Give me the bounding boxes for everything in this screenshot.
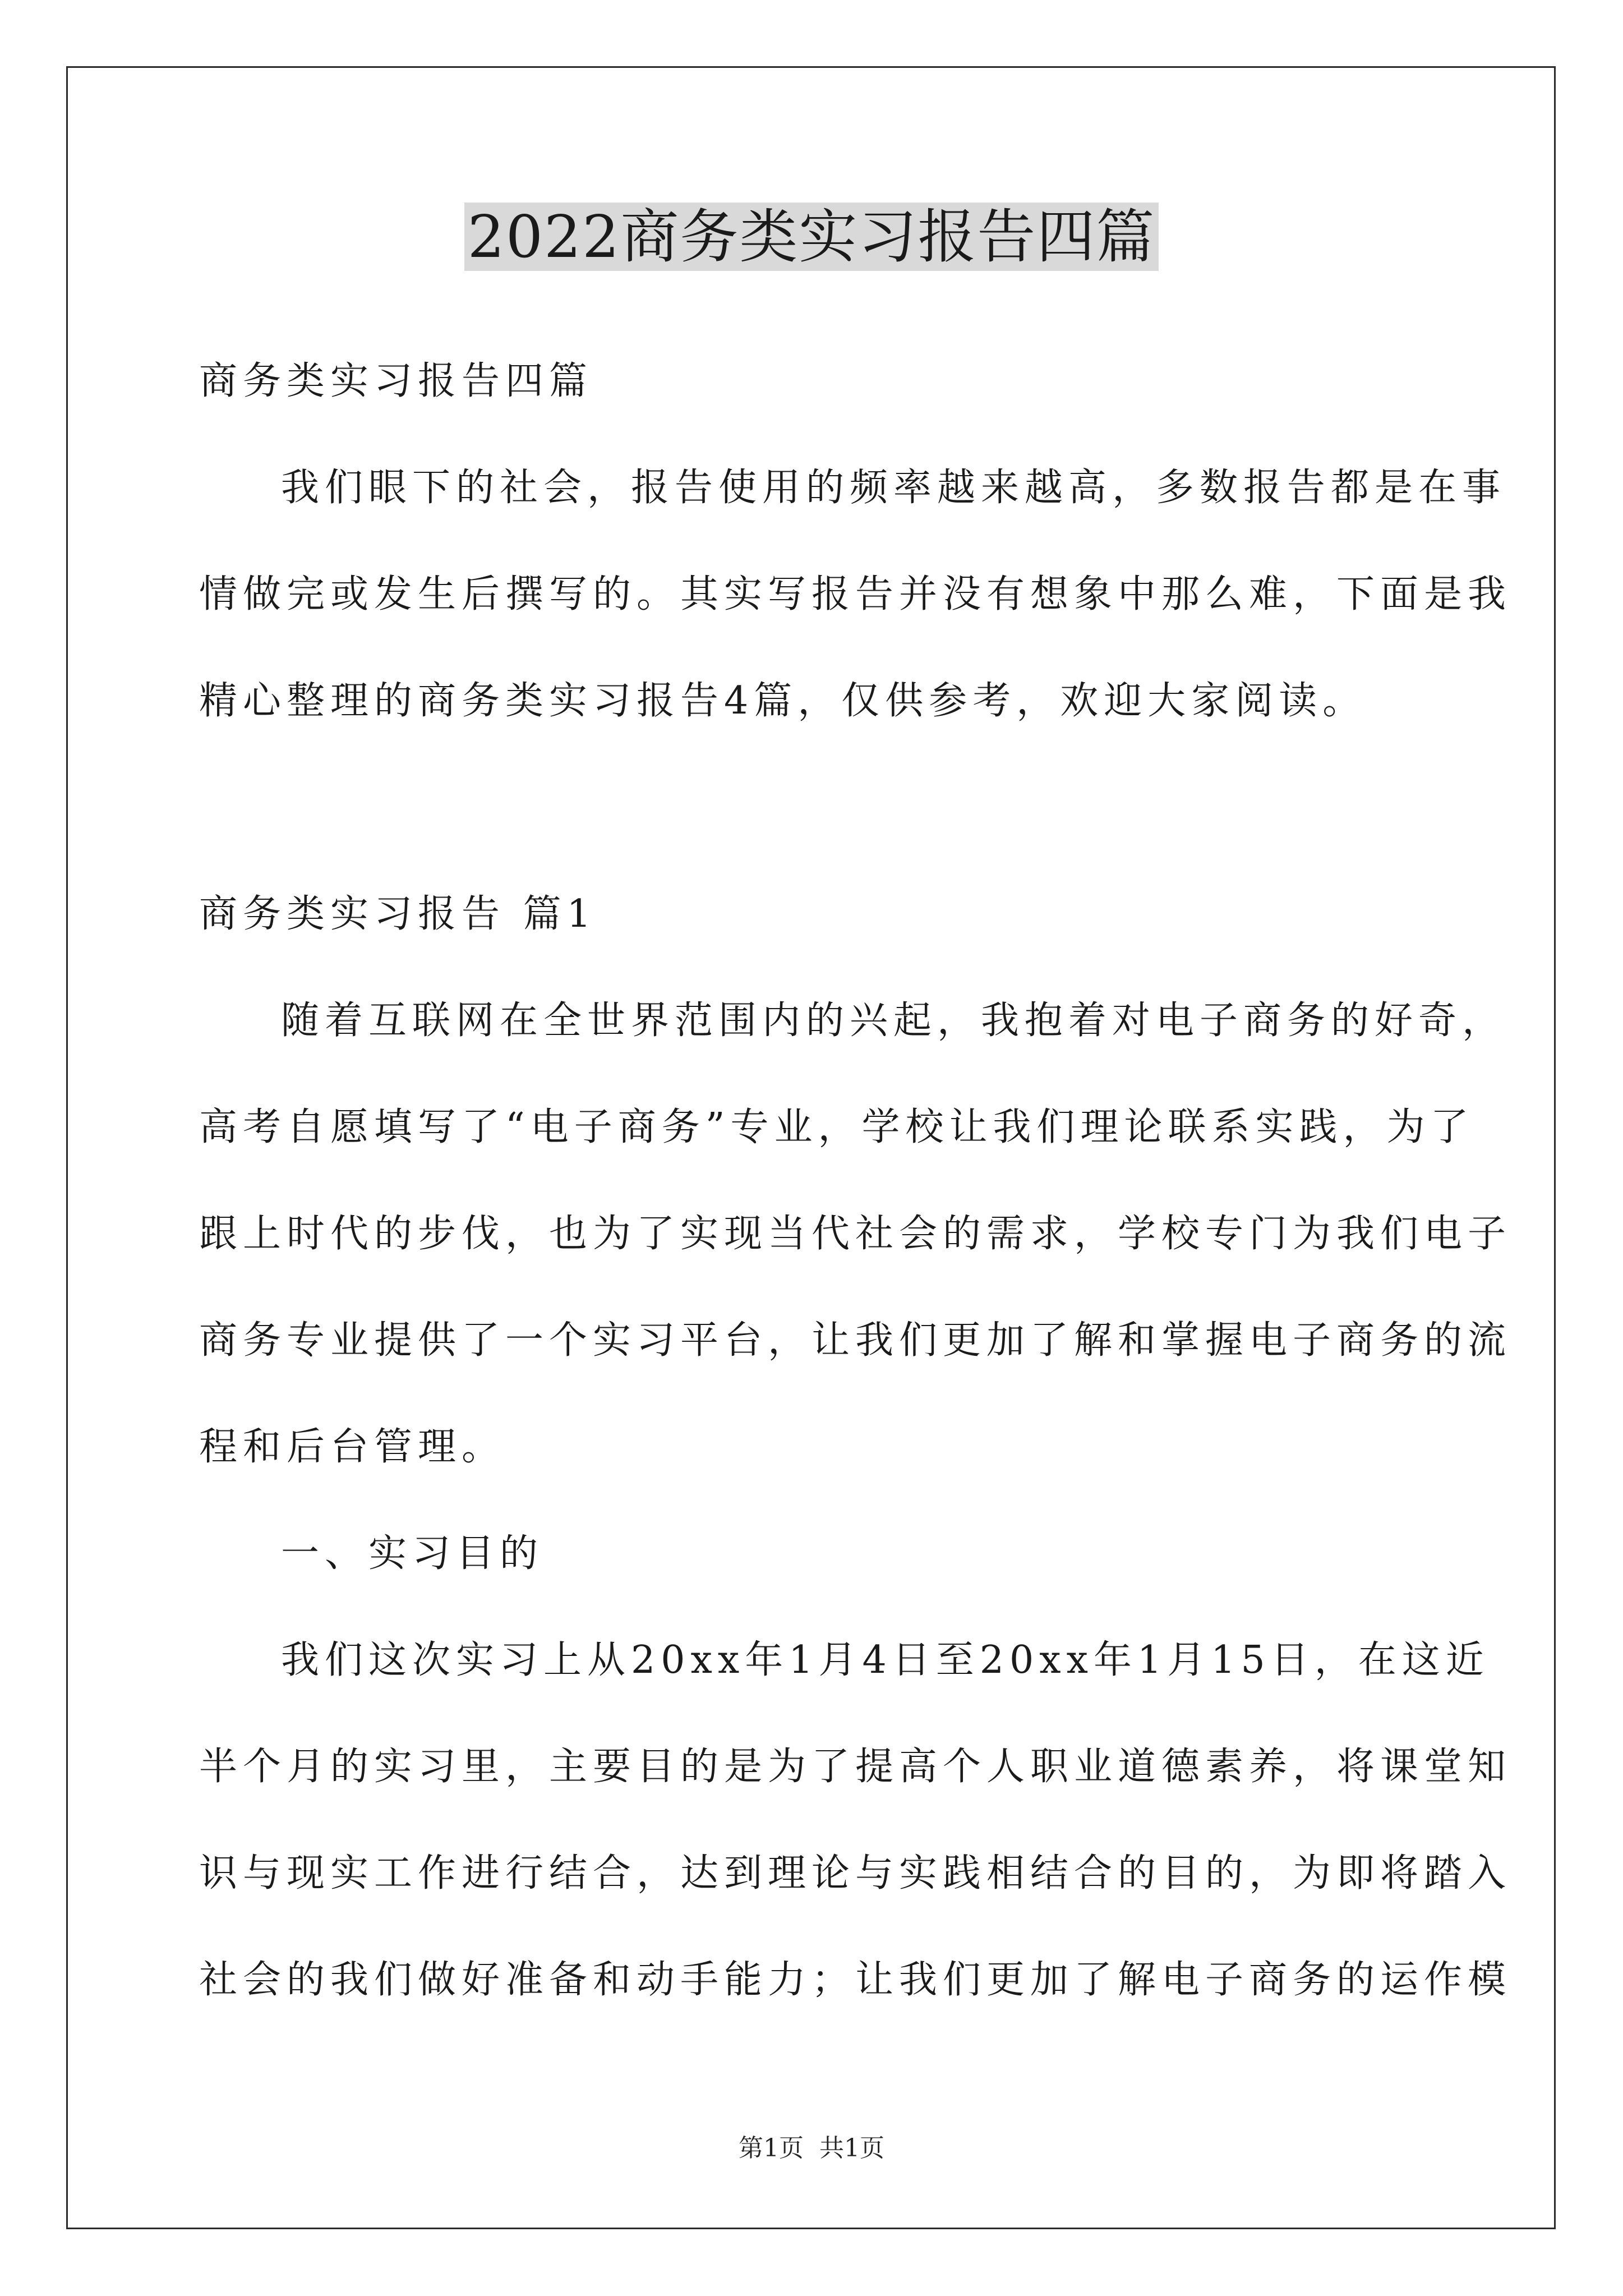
paragraph-line: 程和后台管理。	[199, 1425, 506, 1469]
section-heading: 商务类实习报告 篇1	[199, 892, 597, 936]
paragraph-line: 半个月的实习里，主要目的是为了提高个人职业道德素养，将课堂知	[199, 1745, 1512, 1789]
intro-line: 情做完或发生后撰写的。其实写报告并没有想象中那么难，下面是我	[199, 572, 1512, 616]
subheading: 一、实习目的	[281, 1531, 544, 1576]
intro-line: 精心整理的商务类实习报告4篇，仅供参考，欢迎大家阅读。	[199, 679, 1367, 723]
paragraph-line: 高考自愿填写了“电子商务”专业，学校让我们理论联系实践，为了	[199, 1105, 1474, 1149]
page-number: 第1页	[739, 2134, 804, 2162]
paragraph-line: 随着互联网在全世界范围内的兴起，我抱着对电子商务的好奇，	[281, 999, 1506, 1043]
document-title: 2022商务类实习报告四篇	[0, 197, 1623, 276]
paragraph-line: 商务专业提供了一个实习平台，让我们更加了解和掌握电子商务的流	[199, 1318, 1512, 1363]
page-total: 共1页	[819, 2134, 884, 2162]
document-subtitle: 商务类实习报告四篇	[199, 359, 593, 403]
intro-line: 我们眼下的社会，报告使用的频率越来越高，多数报告都是在事	[281, 466, 1506, 510]
paragraph-line: 社会的我们做好准备和动手能力；让我们更加了解电子商务的运作模	[199, 1958, 1512, 2002]
page-footer	[0, 2132, 1623, 2165]
paragraph-line: 识与现实工作进行结合，达到理论与实践相结合的目的，为即将踏入	[199, 1851, 1512, 1895]
paragraph-line: 我们这次实习上从20xx年1月4日至20xx年1月15日，在这近	[281, 1638, 1490, 1682]
paragraph-line: 跟上时代的步伐，也为了实现当代社会的需求，学校专门为我们电子	[199, 1212, 1512, 1256]
